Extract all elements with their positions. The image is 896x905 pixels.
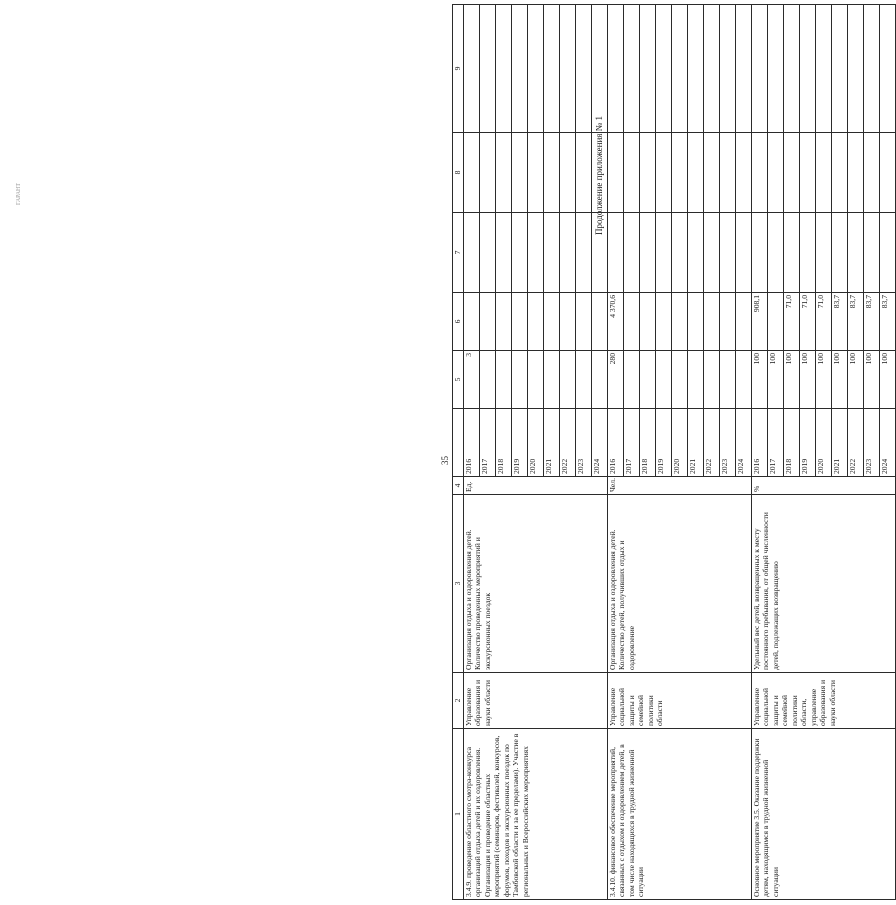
value-cell-c7 [512,213,528,293]
value-cell-c6: 71,0 [800,293,816,351]
value-cell-c9 [864,5,880,133]
value-cell-c9 [544,5,560,133]
value-cell-c7 [832,213,848,293]
year-cell: 2023 [576,409,592,477]
value-cell-c5 [640,351,656,409]
column-number-row [453,5,464,900]
value-cell-c6 [480,293,496,351]
year-cell: 2020 [528,409,544,477]
value-cell-c8 [720,133,736,213]
value-cell-c5: 100 [784,351,800,409]
value-cell-c8 [608,133,624,213]
value-cell-c6: 908,1 [752,293,768,351]
value-cell-c6: 83,7 [864,293,880,351]
value-cell-c9 [608,5,624,133]
value-cell-c5: 3 [464,351,480,409]
value-cell-c9 [848,5,864,133]
value-cell-c7 [528,213,544,293]
value-cell-c6 [512,293,528,351]
column-header: 1 [453,729,464,900]
value-cell-c6: 4 370,6 [608,293,624,351]
value-cell-c7 [672,213,688,293]
value-cell-c7 [848,213,864,293]
value-cell-c7 [784,213,800,293]
value-cell-c5 [512,351,528,409]
side-watermark: ГАРАНТ [16,182,22,205]
year-cell: 2018 [640,409,656,477]
value-cell-c6 [496,293,512,351]
value-cell-c5: 100 [864,351,880,409]
value-cell-c9 [720,5,736,133]
year-cell: 2022 [848,409,864,477]
value-cell-c6 [576,293,592,351]
value-cell-c9 [832,5,848,133]
value-cell-c7 [464,213,480,293]
value-cell-c9 [672,5,688,133]
value-cell-c5 [688,351,704,409]
value-cell-c6 [528,293,544,351]
indicator-cell: Удельный вес детей, возвращенных к месту постоянного пребывания, от общей численности детей, подлежащих возвращению [752,495,896,673]
value-cell-c7 [608,213,624,293]
year-cell: 2019 [800,409,816,477]
value-cell-c7 [800,213,816,293]
activity-cell: 3.4.9. проведение областного смотра-конкурса организаций отдыха детей и их оздоровления. Организация и проведение областных мероприятий (семинаров, фестивалей, конкурсов, форумов, походов и экскурсионных поездок по Тамбовской области и за ее пределами). Участие в региональных и Всероссийских мероприятиях [464,729,608,900]
value-cell-c6 [640,293,656,351]
value-cell-c7 [704,213,720,293]
value-cell-c6 [560,293,576,351]
value-cell-c8 [864,133,880,213]
value-cell-c9 [800,5,816,133]
value-cell-c9 [496,5,512,133]
value-cell-c7 [752,213,768,293]
value-cell-c7 [640,213,656,293]
value-cell-c8 [496,133,512,213]
table-row [608,5,624,900]
column-header: 7 [453,213,464,293]
year-cell: 2021 [688,409,704,477]
year-cell: 2021 [544,409,560,477]
year-cell: 2021 [832,409,848,477]
value-cell-c7 [576,213,592,293]
value-cell-c5: 100 [816,351,832,409]
year-cell: 2023 [720,409,736,477]
value-cell-c7 [736,213,752,293]
value-cell-c7 [544,213,560,293]
executor-cell: Управление социальной защиты и семейной политики области [608,673,752,729]
unit-cell: % [752,477,896,495]
value-cell-c5 [544,351,560,409]
value-cell-c5 [704,351,720,409]
value-cell-c6 [688,293,704,351]
executor-cell: Управление образования и науки области [464,673,608,729]
value-cell-c8 [736,133,752,213]
year-cell: 2019 [656,409,672,477]
value-cell-c7 [656,213,672,293]
value-cell-c9 [784,5,800,133]
value-cell-c8 [672,133,688,213]
value-cell-c8 [784,133,800,213]
value-cell-c6: 83,7 [832,293,848,351]
value-cell-c8 [512,133,528,213]
value-cell-c6: 71,0 [784,293,800,351]
year-cell: 2024 [592,409,608,477]
value-cell-c8 [480,133,496,213]
value-cell-c8 [592,133,608,213]
value-cell-c5 [592,351,608,409]
value-cell-c6 [736,293,752,351]
year-cell: 2022 [560,409,576,477]
value-cell-c6 [544,293,560,351]
value-cell-c7 [864,213,880,293]
unit-cell: Ед. [464,477,608,495]
value-cell-c7 [688,213,704,293]
value-cell-c5 [496,351,512,409]
unit-cell: Чел. [608,477,752,495]
year-cell: 2016 [464,409,480,477]
value-cell-c8 [752,133,768,213]
value-cell-c7 [592,213,608,293]
column-header: 3 [453,495,464,673]
year-cell: 2022 [704,409,720,477]
activity-cell: Основное мероприятие 3.5. Оказание поддержки детям, находящимся в трудной жизненной ситуации [752,729,896,900]
value-cell-c8 [576,133,592,213]
value-cell-c8 [528,133,544,213]
year-cell: 2020 [672,409,688,477]
year-cell: 2017 [480,409,496,477]
value-cell-c8 [704,133,720,213]
value-cell-c8 [640,133,656,213]
value-cell-c8 [880,133,896,213]
value-cell-c6 [704,293,720,351]
value-cell-c8 [832,133,848,213]
value-cell-c6: 83,7 [848,293,864,351]
value-cell-c5 [528,351,544,409]
value-cell-c5: 100 [880,351,896,409]
year-cell: 2024 [736,409,752,477]
value-cell-c7 [496,213,512,293]
value-cell-c5: 100 [800,351,816,409]
column-header-year [453,409,464,477]
value-cell-c8 [688,133,704,213]
column-header: 9 [453,5,464,133]
value-cell-c9 [880,5,896,133]
value-cell-c9 [560,5,576,133]
value-cell-c9 [752,5,768,133]
value-cell-c6: 83,7 [880,293,896,351]
value-cell-c8 [816,133,832,213]
value-cell-c9 [464,5,480,133]
value-cell-c7 [560,213,576,293]
year-cell: 2023 [864,409,880,477]
value-cell-c7 [880,213,896,293]
value-cell-c9 [640,5,656,133]
column-header: 2 [453,673,464,729]
value-cell-c8 [848,133,864,213]
value-cell-c6 [720,293,736,351]
value-cell-c8 [464,133,480,213]
column-header: 8 [453,133,464,213]
value-cell-c9 [704,5,720,133]
value-cell-c6 [624,293,640,351]
value-cell-c9 [624,5,640,133]
value-cell-c9 [816,5,832,133]
year-cell: 2017 [768,409,784,477]
executor-cell: Управление социальной защиты и семейной политики области, управление образования и науки области [752,673,896,729]
value-cell-c8 [800,133,816,213]
value-cell-c6: 71,0 [816,293,832,351]
value-cell-c5 [656,351,672,409]
table-row [464,5,480,900]
value-cell-c5 [672,351,688,409]
year-cell: 2016 [752,409,768,477]
indicator-cell: Организация отдыха и оздоровления детей. Количество проведенных мероприятий и экскурсионных поездок [464,495,608,673]
year-cell: 2018 [784,409,800,477]
indicator-cell: Организация отдыха и оздоровления детей. Количество детей, получивших отдых и оздоровление [608,495,752,673]
value-cell-c9 [768,5,784,133]
value-cell-c8 [560,133,576,213]
year-cell: 2024 [880,409,896,477]
value-cell-c5: 100 [752,351,768,409]
value-cell-c5: 100 [848,351,864,409]
column-header: 5 [453,351,464,409]
value-cell-c5: 100 [832,351,848,409]
value-cell-c7 [480,213,496,293]
table-row [752,5,768,900]
value-cell-c8 [768,133,784,213]
value-cell-c7 [720,213,736,293]
activity-cell: 3.4.10. финансовое обеспечение мероприятий, связанных с отдыхом и оздоровлением детей, в том числе находящихся в трудной жизненной ситуации [608,729,752,900]
value-cell-c5: 280 [608,351,624,409]
year-cell: 2017 [624,409,640,477]
value-cell-c7 [768,213,784,293]
value-cell-c5 [560,351,576,409]
value-cell-c9 [656,5,672,133]
value-cell-c5 [624,351,640,409]
value-cell-c8 [624,133,640,213]
value-cell-c5 [720,351,736,409]
column-header: 4 [453,477,464,495]
value-cell-c9 [512,5,528,133]
page-number: 35 [440,456,450,465]
value-cell-c7 [624,213,640,293]
value-cell-c5 [736,351,752,409]
appendix-note: Продолжение приложения № 1 [594,115,604,235]
value-cell-c9 [576,5,592,133]
value-cell-c6 [768,293,784,351]
table-body [464,5,896,900]
year-cell: 2018 [496,409,512,477]
value-cell-c6 [464,293,480,351]
year-cell: 2020 [816,409,832,477]
value-cell-c9 [480,5,496,133]
year-cell: 2019 [512,409,528,477]
value-cell-c9 [736,5,752,133]
value-cell-c9 [528,5,544,133]
year-cell: 2016 [608,409,624,477]
value-cell-c9 [688,5,704,133]
value-cell-c5: 100 [768,351,784,409]
program-indicators-table [452,4,896,900]
value-cell-c6 [656,293,672,351]
value-cell-c6 [592,293,608,351]
value-cell-c9 [592,5,608,133]
value-cell-c7 [816,213,832,293]
column-header: 6 [453,293,464,351]
value-cell-c5 [576,351,592,409]
value-cell-c5 [480,351,496,409]
value-cell-c6 [672,293,688,351]
value-cell-c8 [544,133,560,213]
value-cell-c8 [656,133,672,213]
